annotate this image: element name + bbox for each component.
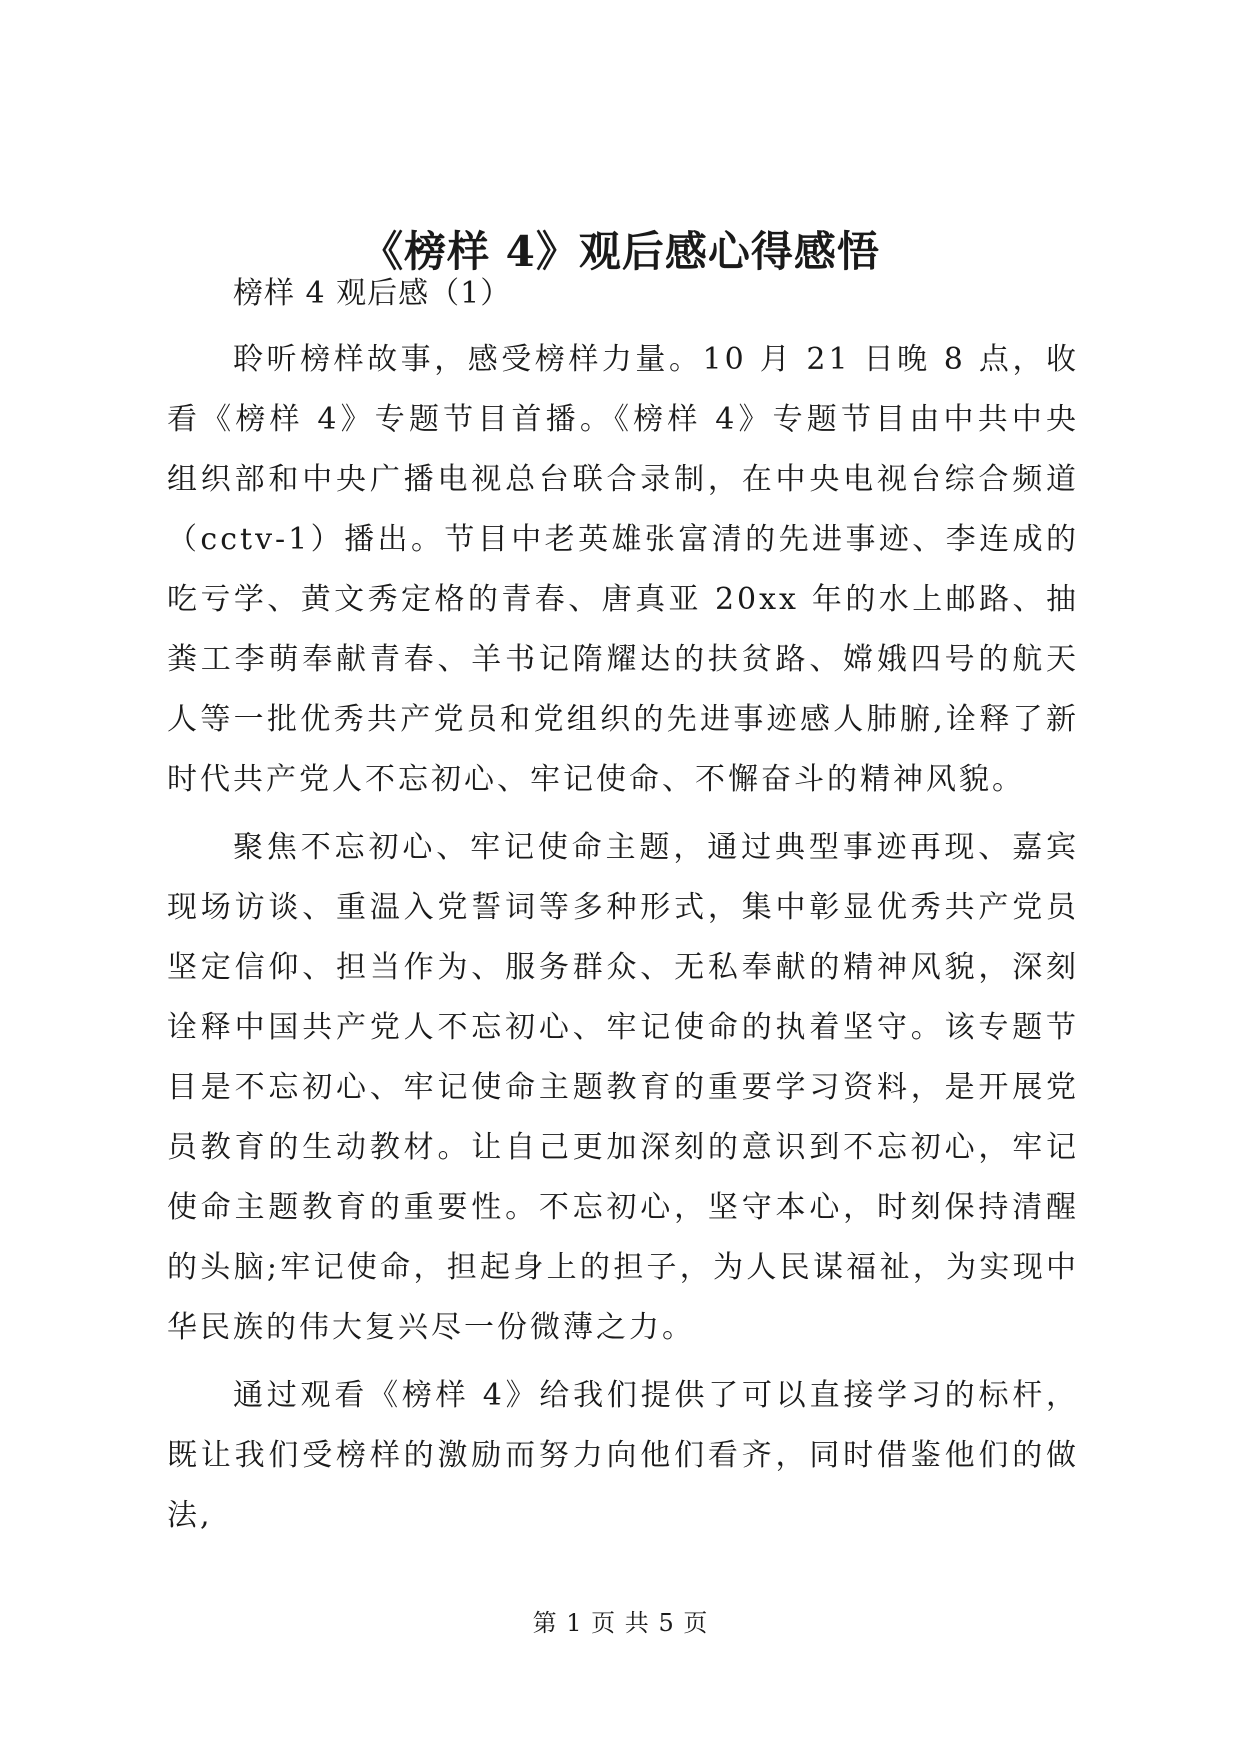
paragraph-3: 通过观看《榜样 4》给我们提供了可以直接学习的标杆，既让我们受榜样的激励而努力向他们看齐，同时借鉴他们的做法, <box>167 1378 1079 1533</box>
document-title: 《榜样 4》观后感心得感悟 <box>361 227 880 276</box>
page-footer: 第 1 页 共 5 页 <box>532 1609 709 1637</box>
paragraph-2: 聚焦不忘初心、牢记使命主题，通过典型事迹再现、嘉宾现场访谈、重温入党誓词等多种形式，集中彰显优秀共产党员坚定信仰、担当作为、服务群众、无私奉献的精神风貌，深刻诠释中国共产党人不忘初心、牢记使命的执着坚守。该专题节目是不忘初心、牢记使命主题教育的重要学习资料，是开展党员教育的生动教材。让自己更加深刻的意识到不忘初心，牢记使命主题教育的重要性。不忘初心，坚守本心，时刻保持清醒的头脑;牢记使命，担起身上的担子，为人民谋福祉，为实现中华民族的伟大复兴尽一份微薄之力。 <box>167 830 1079 1345</box>
section-subtitle: 榜样 4 观后感（1） <box>233 276 512 311</box>
document-body <box>167 266 1079 1554</box>
paragraph-1: 聆听榜样故事，感受榜样力量。10 月 21 日晚 8 点，收看《榜样 4》专题节目首播。《榜样 4》专题节目由中共中央组织部和中央广播电视总台联合录制，在中央电视台综合频道（cctv-1）播出。节目中老英雄张富清的先进事迹、李连成的吃亏学、黄文秀定格的青春、唐真亚 20xx 年的水上邮路、抽粪工李萌奉献青春、羊书记隋耀达的扶贫路、嫦娥四号的航天人等一批优秀共产党员和党组织的先进事迹感人肺腑,诠释了新时代共产党人不忘初心、牢记使命、不懈奋斗的精神风貌。 <box>167 342 1079 797</box>
